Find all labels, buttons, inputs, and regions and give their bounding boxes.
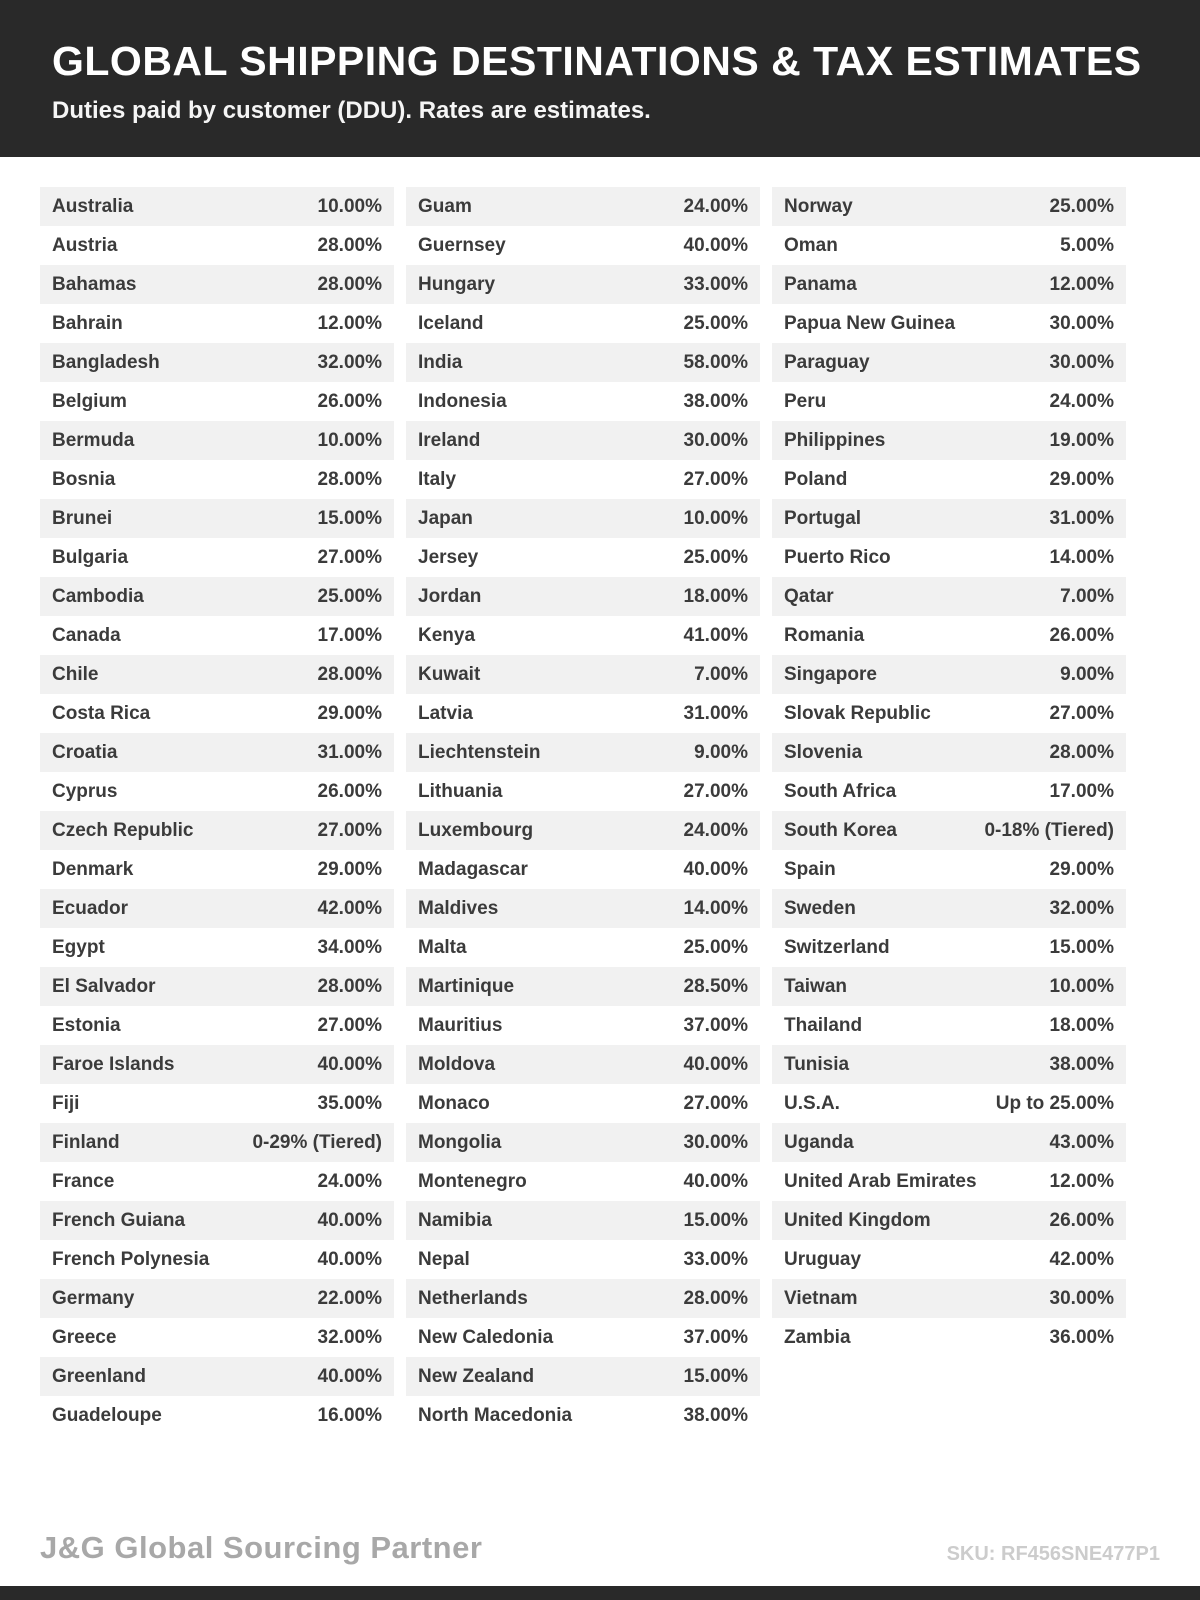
table-row (406, 1279, 760, 1318)
table-row (40, 1396, 394, 1435)
table-row (406, 1396, 760, 1435)
tax-rate: 40.00% (317, 1053, 382, 1075)
country-name: Latvia (418, 702, 473, 724)
table-row (772, 1162, 1126, 1201)
table-row (772, 1201, 1126, 1240)
table-row (772, 1279, 1126, 1318)
tax-rate: 40.00% (683, 1170, 748, 1192)
country-name: Iceland (418, 312, 484, 334)
tax-rate: 12.00% (1049, 273, 1114, 295)
table-row (406, 538, 760, 577)
table-row (40, 187, 394, 226)
country-name: Greenland (52, 1365, 146, 1387)
tax-rate: 25.00% (683, 936, 748, 958)
tax-rate: 19.00% (1049, 429, 1114, 451)
table-row (406, 1357, 760, 1396)
tax-rate: 42.00% (317, 897, 382, 919)
country-name: Romania (784, 624, 865, 646)
country-name: Chile (52, 663, 99, 685)
table-row (406, 421, 760, 460)
table-row (406, 382, 760, 421)
country-name: Uruguay (784, 1248, 862, 1270)
country-name: Hungary (418, 273, 496, 295)
table-row (406, 226, 760, 265)
tax-rate: 15.00% (683, 1365, 748, 1387)
tax-rate: 7.00% (694, 663, 748, 685)
tax-rate: 26.00% (1049, 1209, 1114, 1231)
country-name: Australia (52, 195, 134, 217)
tax-rate: 40.00% (317, 1209, 382, 1231)
table-row (40, 460, 394, 499)
country-name: Germany (52, 1287, 135, 1309)
country-name: Fiji (52, 1092, 80, 1114)
tax-rate: 35.00% (317, 1092, 382, 1114)
country-name: Netherlands (418, 1287, 528, 1309)
table-row (406, 1045, 760, 1084)
tax-rate: 28.00% (317, 663, 382, 685)
table-row (406, 889, 760, 928)
country-name: Mauritius (418, 1014, 503, 1036)
tax-rate: 58.00% (683, 351, 748, 373)
page-subtitle: Duties paid by customer (DDU). Rates are estimates. (52, 97, 651, 124)
country-name: Indonesia (418, 390, 507, 412)
table-row (406, 577, 760, 616)
table-row (406, 265, 760, 304)
tax-rate: 12.00% (317, 312, 382, 334)
tax-rate: 28.00% (317, 975, 382, 997)
table-row (40, 1318, 394, 1357)
country-name: Cambodia (52, 585, 144, 607)
country-name: Vietnam (784, 1287, 858, 1309)
country-name: El Salvador (52, 975, 156, 997)
tax-rate: 31.00% (1049, 507, 1114, 529)
country-name: Qatar (784, 585, 834, 607)
table-column-1 (40, 187, 394, 1435)
table-row (406, 811, 760, 850)
table-row (406, 850, 760, 889)
bottom-accent-bar (0, 1586, 1200, 1600)
country-name: Martinique (418, 975, 515, 997)
country-name: New Zealand (418, 1365, 535, 1387)
table-row (406, 1240, 760, 1279)
country-name: Malta (418, 936, 467, 958)
country-name: Japan (418, 507, 473, 529)
tax-rate: 22.00% (317, 1287, 382, 1309)
tax-rate: 27.00% (317, 819, 382, 841)
country-name: Nepal (418, 1248, 470, 1270)
country-name: Ireland (418, 429, 481, 451)
table-row (406, 1006, 760, 1045)
country-name: Lithuania (418, 780, 503, 802)
table-row (40, 928, 394, 967)
tax-rate: 29.00% (1049, 858, 1114, 880)
tax-rate: 25.00% (683, 312, 748, 334)
country-name: Panama (784, 273, 857, 295)
country-name: Kenya (418, 624, 476, 646)
tax-rate: 27.00% (683, 1092, 748, 1114)
tax-rate: 14.00% (683, 897, 748, 919)
table-row (406, 772, 760, 811)
tax-rate: 12.00% (1049, 1170, 1114, 1192)
tax-rate: 15.00% (1049, 936, 1114, 958)
tax-rate: 41.00% (683, 624, 748, 646)
tax-rate: 24.00% (317, 1170, 382, 1192)
country-name: Spain (784, 858, 836, 880)
tax-rate: 15.00% (317, 507, 382, 529)
table-row (40, 655, 394, 694)
country-name: French Guiana (52, 1209, 186, 1231)
table-row (772, 616, 1126, 655)
tax-rate: 30.00% (1049, 1287, 1114, 1309)
tax-rate: 25.00% (683, 546, 748, 568)
table-row (406, 1084, 760, 1123)
table-row (40, 889, 394, 928)
table-row (772, 889, 1126, 928)
table-row (772, 304, 1126, 343)
country-name: Faroe Islands (52, 1053, 175, 1075)
table-row (40, 1045, 394, 1084)
tax-rate: 28.00% (317, 234, 382, 256)
country-name: Taiwan (784, 975, 847, 997)
tax-rate: 28.50% (683, 975, 748, 997)
country-name: French Polynesia (52, 1248, 210, 1270)
table-row (40, 1084, 394, 1123)
country-name: Bahrain (52, 312, 123, 334)
table-row (406, 928, 760, 967)
tax-rate: 27.00% (317, 1014, 382, 1036)
table-row (772, 538, 1126, 577)
tax-rate: 10.00% (317, 429, 382, 451)
table-row (772, 1045, 1126, 1084)
table-row (40, 1279, 394, 1318)
table-row (772, 967, 1126, 1006)
tax-rate: 31.00% (683, 702, 748, 724)
country-name: Egypt (52, 936, 105, 958)
tax-rate: 15.00% (683, 1209, 748, 1231)
country-name: Peru (784, 390, 827, 412)
table-row (40, 733, 394, 772)
tax-rate-table (40, 187, 1126, 1435)
country-name: Jersey (418, 546, 479, 568)
tax-rate: 28.00% (317, 273, 382, 295)
tax-rate: 32.00% (317, 1326, 382, 1348)
tax-rate: 40.00% (683, 858, 748, 880)
country-name: Poland (784, 468, 848, 490)
table-row (40, 694, 394, 733)
table-row (406, 1201, 760, 1240)
country-name: Sweden (784, 897, 856, 919)
table-row (772, 499, 1126, 538)
tax-rate: 27.00% (1049, 702, 1114, 724)
table-row (40, 343, 394, 382)
tax-rate: 17.00% (317, 624, 382, 646)
tax-rate: 40.00% (317, 1365, 382, 1387)
country-name: Kuwait (418, 663, 481, 685)
table-row (772, 694, 1126, 733)
tax-rate: 26.00% (1049, 624, 1114, 646)
tax-rate: 32.00% (317, 351, 382, 373)
country-name: Greece (52, 1326, 117, 1348)
country-name: Paraguay (784, 351, 870, 373)
table-row (772, 265, 1126, 304)
tax-rate: 9.00% (694, 741, 748, 763)
tax-rate: 37.00% (683, 1326, 748, 1348)
country-name: Brunei (52, 507, 113, 529)
country-name: Guadeloupe (52, 1404, 162, 1426)
tax-rate: 38.00% (1049, 1053, 1114, 1075)
table-row (772, 1084, 1126, 1123)
country-name: Norway (784, 195, 853, 217)
tax-rate: 42.00% (1049, 1248, 1114, 1270)
country-name: France (52, 1170, 115, 1192)
country-name: Uganda (784, 1131, 854, 1153)
country-name: Guam (418, 195, 472, 217)
table-row (772, 850, 1126, 889)
table-row (772, 811, 1126, 850)
tax-rate: 16.00% (317, 1404, 382, 1426)
country-name: Tunisia (784, 1053, 850, 1075)
table-row (40, 811, 394, 850)
country-name: Cyprus (52, 780, 118, 802)
tax-rate: 29.00% (317, 858, 382, 880)
table-row (406, 1162, 760, 1201)
tax-rate: 40.00% (317, 1248, 382, 1270)
sku-label: SKU: RF456SNE477P1 (946, 1543, 1160, 1565)
tax-rate: 33.00% (683, 1248, 748, 1270)
table-row (772, 421, 1126, 460)
table-row (406, 460, 760, 499)
page-header (0, 0, 1200, 157)
country-name: Puerto Rico (784, 546, 891, 568)
tax-rate: 36.00% (1049, 1326, 1114, 1348)
country-name: Montenegro (418, 1170, 527, 1192)
country-name: Estonia (52, 1014, 121, 1036)
country-name: Philippines (784, 429, 886, 451)
table-row (40, 1357, 394, 1396)
table-row (772, 1006, 1126, 1045)
table-row (40, 967, 394, 1006)
country-name: Denmark (52, 858, 134, 880)
table-row (40, 382, 394, 421)
table-row (40, 1162, 394, 1201)
country-name: Madagascar (418, 858, 528, 880)
tax-rate: 0-29% (Tiered) (252, 1131, 382, 1153)
table-row (40, 577, 394, 616)
tax-rate: 30.00% (1049, 312, 1114, 334)
tax-rate: 24.00% (1049, 390, 1114, 412)
country-name: Czech Republic (52, 819, 194, 841)
tax-rate: 27.00% (683, 780, 748, 802)
country-name: Guernsey (418, 234, 506, 256)
table-row (40, 616, 394, 655)
table-row (772, 1123, 1126, 1162)
country-name: Austria (52, 234, 118, 256)
country-name: Italy (418, 468, 457, 490)
tax-rate: 25.00% (317, 585, 382, 607)
tax-rate: 10.00% (1049, 975, 1114, 997)
country-name: India (418, 351, 463, 373)
tax-rate: 30.00% (1049, 351, 1114, 373)
tax-rate: 30.00% (683, 429, 748, 451)
table-row (772, 382, 1126, 421)
table-row (772, 772, 1126, 811)
tax-rate: 31.00% (317, 741, 382, 763)
tax-rate: 14.00% (1049, 546, 1114, 568)
table-column-2 (406, 187, 760, 1435)
table-row (406, 1318, 760, 1357)
country-name: Bermuda (52, 429, 135, 451)
tax-rate: 34.00% (317, 936, 382, 958)
table-row (406, 694, 760, 733)
country-name: Namibia (418, 1209, 492, 1231)
table-row (406, 616, 760, 655)
table-row (772, 655, 1126, 694)
table-column-3 (772, 187, 1126, 1357)
table-row (40, 304, 394, 343)
table-row (772, 226, 1126, 265)
table-row (772, 928, 1126, 967)
tax-rate: 28.00% (1049, 741, 1114, 763)
table-row (40, 1201, 394, 1240)
table-row (406, 733, 760, 772)
tax-rate: 38.00% (683, 390, 748, 412)
country-name: Slovenia (784, 741, 863, 763)
tax-rate: 40.00% (683, 234, 748, 256)
country-name: Mongolia (418, 1131, 502, 1153)
country-name: Monaco (418, 1092, 490, 1114)
table-row (40, 1123, 394, 1162)
tax-rate: 5.00% (1060, 234, 1114, 256)
page-footer (40, 1530, 1160, 1566)
country-name: Ecuador (52, 897, 129, 919)
country-name: Switzerland (784, 936, 890, 958)
tax-rate: 10.00% (683, 507, 748, 529)
tax-rate: 24.00% (683, 819, 748, 841)
table-row (772, 733, 1126, 772)
tax-rate: 25.00% (1049, 195, 1114, 217)
country-name: Zambia (784, 1326, 851, 1348)
table-row (40, 265, 394, 304)
tax-rate: 38.00% (683, 1404, 748, 1426)
table-row (772, 1318, 1126, 1357)
country-name: Papua New Guinea (784, 312, 956, 334)
tax-rate: 27.00% (683, 468, 748, 490)
tax-rate: 10.00% (317, 195, 382, 217)
country-name: Costa Rica (52, 702, 151, 724)
country-name: Belgium (52, 390, 127, 412)
tax-rate: 40.00% (683, 1053, 748, 1075)
table-row (772, 1240, 1126, 1279)
page-title: GLOBAL SHIPPING DESTINATIONS & TAX ESTIMATES (52, 38, 1142, 84)
tax-rate: 30.00% (683, 1131, 748, 1153)
tax-rate: 18.00% (1049, 1014, 1114, 1036)
country-name: Bahamas (52, 273, 137, 295)
table-row (40, 499, 394, 538)
tax-rate: Up to 25.00% (995, 1092, 1114, 1114)
country-name: Jordan (418, 585, 482, 607)
country-name: Luxembourg (418, 819, 534, 841)
tax-rate: 0-18% (Tiered) (984, 819, 1114, 841)
country-name: Canada (52, 624, 121, 646)
table-row (772, 343, 1126, 382)
country-name: Thailand (784, 1014, 863, 1036)
tax-rate: 26.00% (317, 780, 382, 802)
table-row (40, 1006, 394, 1045)
table-row (772, 187, 1126, 226)
country-name: Bangladesh (52, 351, 160, 373)
table-row (406, 499, 760, 538)
table-row (40, 1240, 394, 1279)
table-row (40, 421, 394, 460)
tax-rate: 7.00% (1060, 585, 1114, 607)
tax-rate: 33.00% (683, 273, 748, 295)
table-row (40, 850, 394, 889)
table-row (40, 538, 394, 577)
country-name: Bulgaria (52, 546, 129, 568)
table-row (40, 772, 394, 811)
tax-rate: 28.00% (317, 468, 382, 490)
country-name: South Africa (784, 780, 897, 802)
brand-name: J&G Global Sourcing Partner (40, 1530, 483, 1565)
tax-rate: 26.00% (317, 390, 382, 412)
country-name: North Macedonia (418, 1404, 573, 1426)
country-name: Maldives (418, 897, 499, 919)
country-name: Croatia (52, 741, 118, 763)
tax-rate: 37.00% (683, 1014, 748, 1036)
tax-rate: 29.00% (317, 702, 382, 724)
tax-rate: 43.00% (1049, 1131, 1114, 1153)
country-name: South Korea (784, 819, 897, 841)
country-name: Singapore (784, 663, 877, 685)
tax-rate: 32.00% (1049, 897, 1114, 919)
country-name: Portugal (784, 507, 862, 529)
tax-rate: 24.00% (683, 195, 748, 217)
tax-rate: 18.00% (683, 585, 748, 607)
country-name: Slovak Republic (784, 702, 931, 724)
tax-rate: 9.00% (1060, 663, 1114, 685)
table-row (406, 967, 760, 1006)
table-row (406, 304, 760, 343)
country-name: Liechtenstein (418, 741, 541, 763)
table-row (406, 343, 760, 382)
country-name: Bosnia (52, 468, 116, 490)
country-name: Moldova (418, 1053, 496, 1075)
country-name: United Kingdom (784, 1209, 931, 1231)
table-row (406, 1123, 760, 1162)
table-row (772, 577, 1126, 616)
tax-rate: 27.00% (317, 546, 382, 568)
table-row (406, 655, 760, 694)
tax-rate: 29.00% (1049, 468, 1114, 490)
country-name: U.S.A. (784, 1092, 840, 1114)
country-name: United Arab Emirates (784, 1170, 977, 1192)
tax-rate: 28.00% (683, 1287, 748, 1309)
table-row (406, 187, 760, 226)
country-name: Finland (52, 1131, 120, 1153)
country-name: New Caledonia (418, 1326, 554, 1348)
tax-rate: 17.00% (1049, 780, 1114, 802)
table-row (772, 460, 1126, 499)
table-row (40, 226, 394, 265)
country-name: Oman (784, 234, 838, 256)
